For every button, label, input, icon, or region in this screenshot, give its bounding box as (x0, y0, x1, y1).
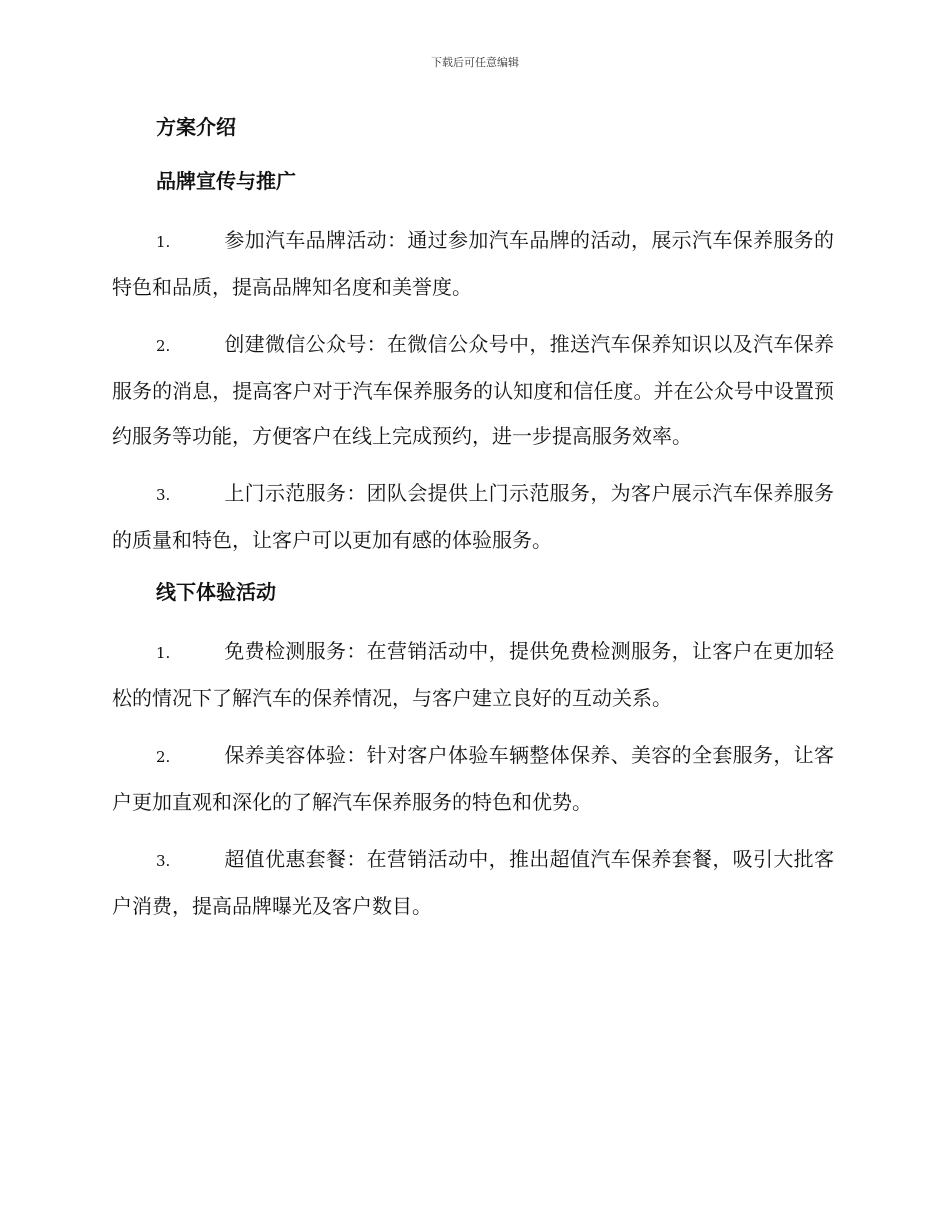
section-heading-offline-experience: 线下体验活动 (156, 580, 276, 604)
list-item-text: 上门示范服务：团队会提供上门示范服务，为客户展示汽车保养服务的质量和特色，让客户可以更加有感的体验服务。 (112, 481, 834, 552)
list-item (112, 733, 834, 825)
list-item-number: 3. (156, 852, 171, 870)
list-item (112, 837, 834, 929)
list-item-text: 保养美容体验：针对客户体验车辆整体保养、美容的全套服务，让客户更加直观和深化的了解汽车保养服务的特色和优势。 (112, 743, 834, 814)
list-item (112, 471, 834, 563)
section-heading-brand-promotion: 品牌宣传与推广 (156, 169, 296, 193)
list-item-number: 3. (156, 486, 171, 504)
list-item (112, 629, 834, 721)
list-item (112, 218, 834, 310)
list-item-number: 1. (156, 644, 171, 662)
list-item-text: 参加汽车品牌活动：通过参加汽车品牌的活动，展示汽车保养服务的特色和品质，提高品牌知名度和美誉度。 (112, 228, 834, 299)
list-item-number: 2. (156, 748, 171, 766)
list-item-text: 免费检测服务：在营销活动中，提供免费检测服务，让客户在更加轻松的情况下了解汽车的保养情况，与客户建立良好的互动关系。 (112, 639, 834, 710)
document-body (112, 110, 834, 941)
page-header: 下载后可任意编辑 (431, 56, 519, 69)
document-title: 方案介绍 (156, 115, 236, 139)
list-item-text: 创建微信公众号：在微信公众号中，推送汽车保养知识以及汽车保养服务的消息，提高客户对于汽车保养服务的认知度和信任度。并在公众号中设置预约服务等功能，方便客户在线上完成预约，进一步提高服务效率。 (112, 332, 834, 448)
list-item-number: 2. (156, 337, 171, 355)
list-item-text: 超值优惠套餐：在营销活动中，推出超值汽车保养套餐，吸引大批客户消费，提高品牌曝光及客户数目。 (112, 847, 834, 918)
list-item (112, 322, 834, 459)
list-item-number: 1. (156, 233, 171, 251)
